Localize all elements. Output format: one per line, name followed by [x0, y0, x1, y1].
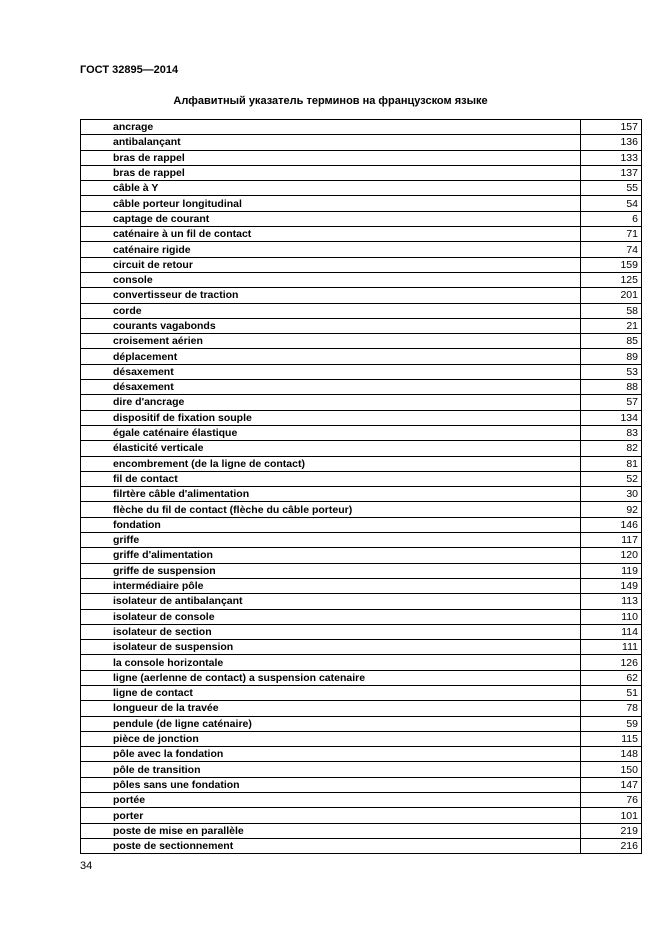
table-row — [81, 624, 642, 639]
table-row — [81, 594, 642, 609]
table-row — [81, 655, 642, 670]
page-title: Алфавитный указатель терминов на французском языке — [173, 95, 488, 107]
term-cell: câble à Y — [81, 181, 581, 196]
term-number-cell: 216 — [581, 838, 642, 853]
table-row — [81, 165, 642, 180]
term-number-cell: 119 — [581, 563, 642, 578]
table-row — [81, 288, 642, 303]
table-row — [81, 257, 642, 272]
term-number-cell: 150 — [581, 762, 642, 777]
term-cell: dire d'ancrage — [81, 395, 581, 410]
table-row — [81, 410, 642, 425]
term-number-cell: 81 — [581, 456, 642, 471]
table-row — [81, 487, 642, 502]
table-row — [81, 441, 642, 456]
term-cell: désaxement — [81, 364, 581, 379]
table-row — [81, 716, 642, 731]
table-row — [81, 303, 642, 318]
term-cell: griffe — [81, 533, 581, 548]
table-row — [81, 838, 642, 853]
term-cell: griffe de suspension — [81, 563, 581, 578]
term-cell: porter — [81, 808, 581, 823]
table-row — [81, 762, 642, 777]
term-cell: courants vagabonds — [81, 318, 581, 333]
table-row — [81, 670, 642, 685]
term-number-cell: 134 — [581, 410, 642, 425]
table-row — [81, 731, 642, 746]
term-cell: griffe d'alimentation — [81, 548, 581, 563]
term-number-cell: 55 — [581, 181, 642, 196]
term-number-cell: 149 — [581, 578, 642, 593]
term-cell: pendule (de ligne caténaire) — [81, 716, 581, 731]
term-number-cell: 85 — [581, 334, 642, 349]
table-row — [81, 548, 642, 563]
term-number-cell: 78 — [581, 701, 642, 716]
table-row — [81, 808, 642, 823]
term-cell: pôle avec la fondation — [81, 747, 581, 762]
term-cell: croisement aérien — [81, 334, 581, 349]
term-cell: caténaire rigide — [81, 242, 581, 257]
term-number-cell: 115 — [581, 731, 642, 746]
term-cell: désaxement — [81, 380, 581, 395]
term-number-cell: 136 — [581, 135, 642, 150]
term-cell: poste de sectionnement — [81, 838, 581, 853]
term-number-cell: 83 — [581, 425, 642, 440]
term-cell: déplacement — [81, 349, 581, 364]
page-number: 34 — [80, 860, 93, 872]
term-cell: convertisseur de traction — [81, 288, 581, 303]
term-number-cell: 137 — [581, 165, 642, 180]
term-number-cell: 59 — [581, 716, 642, 731]
table-row — [81, 425, 642, 440]
table-row — [81, 318, 642, 333]
term-cell: pièce de jonction — [81, 731, 581, 746]
table-row — [81, 823, 642, 838]
term-cell: bras de rappel — [81, 165, 581, 180]
table-row — [81, 793, 642, 808]
term-cell: fondation — [81, 517, 581, 532]
term-number-cell: 74 — [581, 242, 642, 257]
term-number-cell: 219 — [581, 823, 642, 838]
term-number-cell: 146 — [581, 517, 642, 532]
term-number-cell: 147 — [581, 777, 642, 792]
table-row — [81, 777, 642, 792]
term-number-cell: 157 — [581, 120, 642, 135]
term-cell: câble porteur longitudinal — [81, 196, 581, 211]
term-cell: égale caténaire élastique — [81, 425, 581, 440]
table-row — [81, 272, 642, 287]
term-number-cell: 201 — [581, 288, 642, 303]
table-row — [81, 196, 642, 211]
term-number-cell: 71 — [581, 227, 642, 242]
term-number-cell: 92 — [581, 502, 642, 517]
terms-index-body — [81, 120, 642, 854]
term-number-cell: 6 — [581, 211, 642, 226]
term-number-cell: 30 — [581, 487, 642, 502]
term-cell: la console horizontale — [81, 655, 581, 670]
table-row — [81, 211, 642, 226]
table-row — [81, 120, 642, 135]
table-row — [81, 227, 642, 242]
table-row — [81, 502, 642, 517]
term-number-cell: 117 — [581, 533, 642, 548]
table-row — [81, 747, 642, 762]
term-number-cell: 120 — [581, 548, 642, 563]
term-number-cell: 82 — [581, 441, 642, 456]
term-cell: dispositif de fixation souple — [81, 410, 581, 425]
term-number-cell: 54 — [581, 196, 642, 211]
term-cell: corde — [81, 303, 581, 318]
table-row — [81, 685, 642, 700]
term-cell: ancrage — [81, 120, 581, 135]
term-number-cell: 148 — [581, 747, 642, 762]
table-row — [81, 701, 642, 716]
term-number-cell: 89 — [581, 349, 642, 364]
table-row — [81, 533, 642, 548]
term-number-cell: 53 — [581, 364, 642, 379]
term-cell: ligne (aerlenne de contact) a suspension catenaire — [81, 670, 581, 685]
term-number-cell: 76 — [581, 793, 642, 808]
term-cell: flèche du fil de contact (flèche du câble porteur) — [81, 502, 581, 517]
term-cell: pôles sans une fondation — [81, 777, 581, 792]
term-cell: isolateur de suspension — [81, 640, 581, 655]
term-cell: encombrement (de la ligne de contact) — [81, 456, 581, 471]
term-number-cell: 57 — [581, 395, 642, 410]
term-number-cell: 133 — [581, 150, 642, 165]
table-row — [81, 640, 642, 655]
term-number-cell: 58 — [581, 303, 642, 318]
term-number-cell: 113 — [581, 594, 642, 609]
table-row — [81, 181, 642, 196]
term-cell: pôle de transition — [81, 762, 581, 777]
table-row — [81, 349, 642, 364]
table-row — [81, 578, 642, 593]
term-cell: console — [81, 272, 581, 287]
term-number-cell: 159 — [581, 257, 642, 272]
term-cell: caténaire à un fil de contact — [81, 227, 581, 242]
term-cell: longueur de la travée — [81, 701, 581, 716]
table-row — [81, 334, 642, 349]
term-number-cell: 51 — [581, 685, 642, 700]
table-row — [81, 380, 642, 395]
term-cell: circuit de retour — [81, 257, 581, 272]
table-row — [81, 517, 642, 532]
terms-index-table — [80, 119, 642, 854]
term-number-cell: 62 — [581, 670, 642, 685]
term-cell: bras de rappel — [81, 150, 581, 165]
term-cell: isolateur de console — [81, 609, 581, 624]
table-row — [81, 456, 642, 471]
table-row — [81, 364, 642, 379]
term-cell: captage de courant — [81, 211, 581, 226]
table-row — [81, 242, 642, 257]
table-row — [81, 395, 642, 410]
table-row — [81, 150, 642, 165]
term-cell: ligne de contact — [81, 685, 581, 700]
term-number-cell: 101 — [581, 808, 642, 823]
table-row — [81, 471, 642, 486]
term-number-cell: 125 — [581, 272, 642, 287]
table-row — [81, 135, 642, 150]
term-cell: fil de contact — [81, 471, 581, 486]
term-number-cell: 111 — [581, 640, 642, 655]
term-number-cell: 110 — [581, 609, 642, 624]
term-number-cell: 126 — [581, 655, 642, 670]
term-cell: intermédiaire pôle — [81, 578, 581, 593]
term-number-cell: 52 — [581, 471, 642, 486]
term-cell: poste de mise en parallèle — [81, 823, 581, 838]
term-cell: isolateur de section — [81, 624, 581, 639]
table-row — [81, 563, 642, 578]
term-cell: antibalançant — [81, 135, 581, 150]
term-cell: élasticité verticale — [81, 441, 581, 456]
standard-header: ГОСТ 32895—2014 — [80, 64, 179, 76]
table-row — [81, 609, 642, 624]
term-number-cell: 88 — [581, 380, 642, 395]
term-cell: filrtère câble d'alimentation — [81, 487, 581, 502]
term-cell: portée — [81, 793, 581, 808]
term-number-cell: 21 — [581, 318, 642, 333]
term-number-cell: 114 — [581, 624, 642, 639]
term-cell: isolateur de antibalançant — [81, 594, 581, 609]
